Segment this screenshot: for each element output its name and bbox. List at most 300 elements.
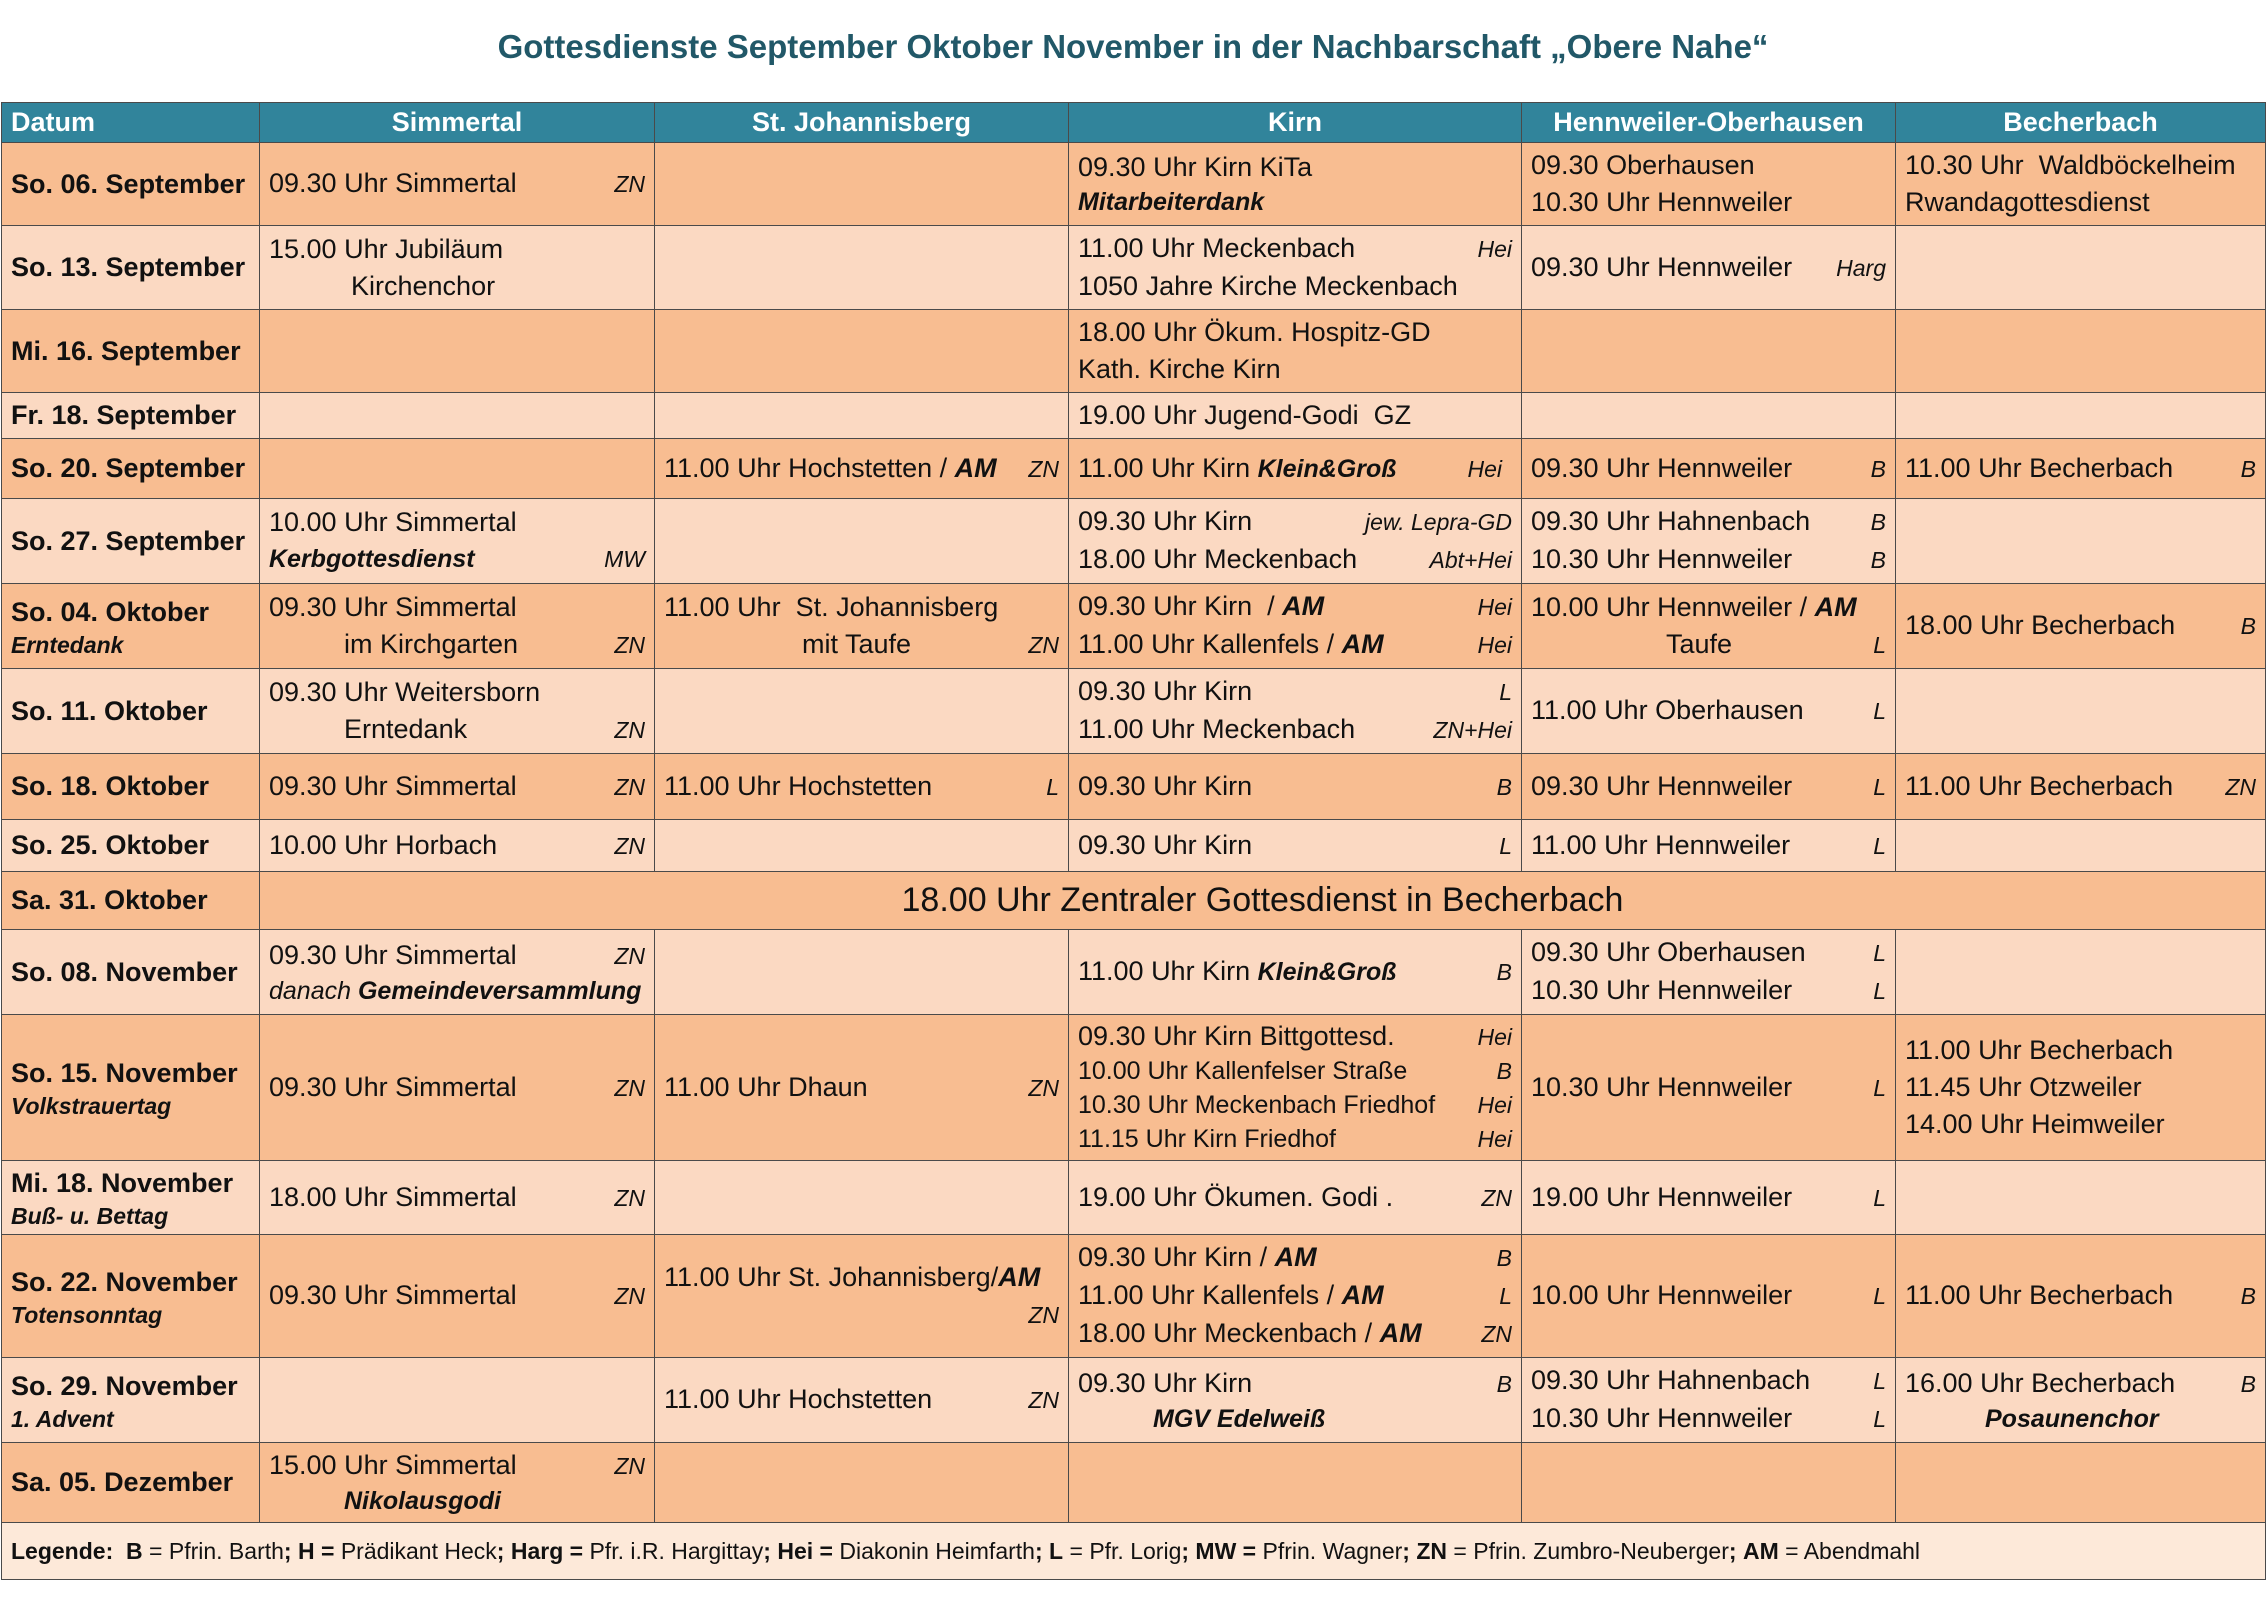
pastor-code: ZN+Hei: [1433, 717, 1512, 743]
pastor-code: B: [2240, 455, 2256, 482]
simmertal-cell: [260, 499, 655, 584]
pastor-code: L: [1873, 940, 1886, 966]
pastor-code: Hei: [1477, 594, 1512, 620]
service-line: 11.00 Uhr Meckenbach: [1078, 233, 1356, 263]
table-row: [2, 872, 2266, 930]
st-johannisberg-cell: [655, 393, 1069, 439]
st-johannisberg-cell: [655, 439, 1069, 499]
kirn-cell: [1069, 584, 1522, 669]
date-cell: [2, 584, 260, 669]
st-johannisberg-cell: [655, 143, 1069, 226]
service-line: 09.30 Uhr Hennweiler: [1531, 452, 1793, 483]
service-line: 11.00 Uhr Kirn: [1078, 956, 1258, 986]
becherbach-cell: [1896, 1161, 2266, 1235]
column-header-st-johannisberg: St. Johannisberg: [655, 103, 1069, 143]
hennweiler-cell: [1522, 930, 1896, 1015]
service-line: 10.00 Uhr Horbach: [269, 829, 498, 860]
pastor-code: Hei: [1477, 236, 1512, 262]
becherbach-cell: [1896, 584, 2266, 669]
pastor-code: ZN: [614, 1453, 645, 1479]
service-line: 10.30 Uhr Meckenbach Friedhof: [1078, 1091, 1436, 1119]
date-label: So. 22. November: [11, 1266, 238, 1297]
service-line: 10.30 Uhr Hennweiler: [1531, 1071, 1793, 1102]
becherbach-cell: [1896, 754, 2266, 820]
service-line: 10.00 Uhr Kallenfelser Straße: [1078, 1057, 1408, 1085]
occasion-label: Totensonntag: [11, 1301, 163, 1328]
simmertal-cell: [260, 439, 655, 499]
becherbach-cell: [1896, 1015, 2266, 1161]
service-line: 09.30 Uhr Kirn: [1078, 506, 1253, 536]
hennweiler-cell: [1522, 226, 1896, 310]
hennweiler-cell: [1522, 143, 1896, 226]
date-cell: [2, 143, 260, 226]
pastor-code: Hei: [1477, 1092, 1512, 1118]
pastor-code: L: [1873, 1074, 1886, 1101]
simmertal-cell: [260, 1235, 655, 1358]
service-line: 11.00 Uhr Becherbach: [1905, 1280, 2174, 1310]
st-johannisberg-cell: [655, 226, 1069, 310]
service-note: Klein&Groß: [1257, 958, 1397, 986]
service-line: 11.00 Uhr Kallenfels /: [1078, 629, 1342, 659]
st-johannisberg-cell: [655, 1358, 1069, 1443]
legend-value: Pfrin. Barth: [168, 1537, 284, 1564]
date-label: So. 27. September: [11, 525, 246, 556]
service-line: 09.30 Uhr Simmertal: [269, 770, 517, 801]
service-line: 16.00 Uhr Becherbach: [1905, 1367, 2176, 1398]
service-line: 09.30 Uhr Simmertal: [269, 939, 517, 970]
st-johannisberg-cell: [655, 1161, 1069, 1235]
kirn-cell: [1069, 669, 1522, 754]
occasion-label: Erntedank: [11, 631, 124, 658]
table-row: [2, 1015, 2266, 1161]
legend-key: H: [297, 1537, 315, 1564]
legend-key: ZN: [1416, 1537, 1448, 1564]
abendmahl-mark: AM: [1282, 591, 1325, 621]
schedule-table: [1, 102, 2266, 1580]
kirn-cell: [1069, 143, 1522, 226]
pastor-code: jew. Lepra-GD: [1364, 509, 1512, 535]
legend-key: Hei: [777, 1537, 814, 1564]
service-line: 09.30 Uhr Kirn KiTa: [1078, 152, 1313, 182]
hennweiler-cell: [1522, 393, 1896, 439]
table-row: [2, 930, 2266, 1015]
service-line: 11.45 Uhr Otzweiler: [1905, 1072, 2142, 1102]
st-johannisberg-cell: [655, 930, 1069, 1015]
kirn-cell: [1069, 1235, 1522, 1358]
legend-value: Pfr. i.R. Hargittay: [589, 1537, 764, 1564]
kirn-cell: [1069, 754, 1522, 820]
service-line: 11.00 Uhr Hennweiler: [1531, 829, 1791, 860]
pastor-code: B: [1870, 455, 1886, 482]
service-line: 10.30 Uhr Hennweiler: [1531, 544, 1793, 574]
service-note: danach: [269, 976, 358, 1005]
date-label: So. 15. November: [11, 1058, 238, 1088]
service-note: Gemeindeversammlung: [357, 976, 642, 1005]
date-cell: [2, 1161, 260, 1235]
table-row: [2, 499, 2266, 584]
date-cell: [2, 310, 260, 393]
pastor-code: ZN: [614, 716, 645, 743]
date-label: Mi. 16. September: [11, 335, 241, 366]
service-note: MGV Edelweiß: [1153, 1404, 1326, 1433]
legend-key: Harg: [510, 1537, 564, 1564]
kirn-cell: [1069, 310, 1522, 393]
service-line: 18.00 Uhr Meckenbach: [1078, 544, 1358, 574]
legend-label: Legende:: [11, 1537, 114, 1564]
becherbach-cell: [1896, 930, 2266, 1015]
pastor-code: L: [1873, 832, 1886, 859]
legend-value: Pfrin. Wagner: [1262, 1537, 1403, 1564]
service-note: Nikolausgodi: [344, 1487, 501, 1515]
pastor-code: ZN: [1028, 1301, 1059, 1328]
service-line: 11.00 Uhr Hochstetten /: [664, 452, 955, 483]
date-cell: [2, 1015, 260, 1161]
service-line: 11.00 Uhr Becherbach: [1905, 770, 2174, 801]
service-line: 19.00 Uhr Hennweiler: [1531, 1181, 1793, 1212]
date-label: Mi. 18. November: [11, 1168, 234, 1198]
pastor-code: B: [2240, 1370, 2256, 1397]
service-line: 09.30 Uhr Hahnenbach: [1531, 1365, 1811, 1395]
service-note: Kerbgottesdienst: [269, 545, 475, 573]
date-label: Sa. 05. Dezember: [11, 1467, 234, 1497]
pastor-code: ZN: [1481, 1184, 1512, 1211]
pastor-code: L: [1873, 1368, 1886, 1394]
pastor-code: ZN: [1028, 455, 1059, 482]
abendmahl-mark: AM: [1379, 1318, 1422, 1348]
date-cell: [2, 439, 260, 499]
hennweiler-cell: [1522, 439, 1896, 499]
service-line: 09.30 Uhr Kirn: [1078, 1367, 1253, 1398]
pastor-code: ZN: [1481, 1321, 1512, 1347]
hennweiler-cell: [1522, 1443, 1896, 1523]
occasion-label: 1. Advent: [11, 1405, 114, 1432]
service-line: 18.00 Uhr Becherbach: [1905, 610, 2176, 640]
pastor-code: L: [1873, 1283, 1886, 1309]
service-line: 18.00 Uhr Simmertal: [269, 1181, 517, 1212]
abendmahl-mark: AM: [998, 1261, 1041, 1292]
pastor-code: Hei: [1477, 1126, 1512, 1152]
service-line: 15.00 Uhr Jubiläum: [269, 233, 504, 264]
service-line: mit Taufe: [802, 628, 912, 659]
kirn-cell: [1069, 1443, 1522, 1523]
service-line: 10.30 Uhr Hennweiler: [1531, 975, 1793, 1005]
legend-key: B: [126, 1537, 143, 1564]
service-line: Taufe: [1666, 628, 1733, 659]
date-label: So. 13. September: [11, 252, 246, 282]
service-line: 11.00 Uhr Becherbach: [1905, 1035, 2174, 1065]
st-johannisberg-cell: [655, 584, 1069, 669]
simmertal-cell: [260, 143, 655, 226]
date-label: So. 06. September: [11, 168, 246, 199]
pastor-code: Hei: [1477, 632, 1512, 658]
legend-value: Abendmahl: [1803, 1537, 1921, 1564]
service-line: 11.00 Uhr Kallenfels /: [1078, 1280, 1342, 1310]
service-line: Rwandagottesdienst: [1905, 187, 2150, 217]
st-johannisberg-cell: [655, 1015, 1069, 1161]
service-line: 11.00 Uhr Hochstetten: [664, 1384, 933, 1414]
pastor-code: B: [1496, 959, 1512, 985]
hennweiler-cell: [1522, 754, 1896, 820]
service-line: 09.30 Uhr Kirn /: [1078, 591, 1283, 621]
becherbach-cell: [1896, 143, 2266, 226]
simmertal-cell: [260, 754, 655, 820]
service-line: 11.00 Uhr Dhaun: [664, 1071, 868, 1102]
date-cell: [2, 1235, 260, 1358]
pastor-code: L: [1499, 1283, 1512, 1309]
pastor-code: B: [2240, 1283, 2256, 1309]
service-line: 11.00 Uhr St. Johannisberg: [664, 591, 999, 622]
hennweiler-cell: [1522, 310, 1896, 393]
service-line: 19.00 Uhr Ökumen. Godi .: [1078, 1181, 1394, 1212]
pastor-code: ZN: [1028, 631, 1059, 658]
service-line: 11.15 Uhr Kirn Friedhof: [1078, 1125, 1336, 1153]
pastor-code: Hei: [1477, 1024, 1512, 1050]
table-row: [2, 439, 2266, 499]
simmertal-cell: [260, 1443, 655, 1523]
occasion-label: Buß- u. Bettag: [11, 1203, 169, 1229]
hennweiler-cell: [1522, 499, 1896, 584]
st-johannisberg-cell: [655, 499, 1069, 584]
service-note: Klein&Groß: [1257, 454, 1397, 483]
legend-row: [2, 1523, 2266, 1580]
table-row: [2, 1443, 2266, 1523]
kirn-cell: [1069, 439, 1522, 499]
occasion-label: Volkstrauertag: [11, 1093, 172, 1119]
date-label: So. 29. November: [11, 1370, 238, 1401]
pastor-code: L: [1873, 978, 1886, 1004]
simmertal-cell: [260, 820, 655, 872]
pastor-code: L: [1499, 679, 1512, 705]
service-line: 09.30 Uhr Hennweiler: [1531, 251, 1793, 282]
kirn-cell: [1069, 393, 1522, 439]
abendmahl-mark: AM: [1274, 1242, 1317, 1272]
hennweiler-cell: [1522, 1235, 1896, 1358]
becherbach-cell: [1896, 820, 2266, 872]
service-line: 09.30 Uhr Simmertal: [269, 1071, 517, 1102]
simmertal-cell: [260, 310, 655, 393]
pastor-code: B: [1870, 509, 1886, 535]
table-row: [2, 669, 2266, 754]
table-row: [2, 1358, 2266, 1443]
pastor-code: MW: [604, 546, 645, 572]
pastor-code: B: [1496, 1245, 1512, 1271]
service-line: 11.00 Uhr Hochstetten: [664, 770, 933, 801]
table-row: [2, 310, 2266, 393]
pastor-code: Hei: [1467, 455, 1502, 482]
service-line: 18.00 Uhr Meckenbach /: [1078, 1318, 1380, 1348]
pastor-code: L: [1499, 832, 1512, 859]
abendmahl-mark: AM: [1341, 1280, 1384, 1310]
pastor-code: B: [1870, 547, 1886, 573]
date-cell: [2, 820, 260, 872]
simmertal-cell: [260, 1015, 655, 1161]
st-johannisberg-cell: [655, 820, 1069, 872]
date-cell: [2, 1358, 260, 1443]
legend: Legende: B = Pfrin. Barth; H = Prädikant Heck; Harg = Pfr. i.R. Hargittay; Hei = Diakonin Heimfarth; L = Pfr. Lorig; MW = Pfrin. Wagner; ZN = Pfrin. Zumbro-Neuberger; AM = Abendmahl: [2, 1523, 2266, 1580]
legend-key: MW: [1195, 1537, 1237, 1564]
hennweiler-cell: [1522, 1358, 1896, 1443]
pastor-code: L: [1873, 1406, 1886, 1432]
pastor-code: ZN: [614, 832, 645, 859]
service-line: Kath. Kirche Kirn: [1078, 354, 1281, 384]
date-label: So. 08. November: [11, 956, 238, 987]
service-line: 09.30 Uhr Weitersborn: [269, 676, 541, 707]
date-label: So. 20. September: [11, 453, 246, 483]
st-johannisberg-cell: [655, 310, 1069, 393]
abendmahl-mark: AM: [954, 452, 997, 483]
service-line: 09.30 Oberhausen: [1531, 150, 1755, 180]
table-row: [2, 226, 2266, 310]
date-label: So. 11. Oktober: [11, 695, 208, 726]
pastor-code: Abt+Hei: [1429, 547, 1512, 573]
pastor-code: ZN: [1028, 1074, 1059, 1101]
service-line: 09.30 Uhr Oberhausen: [1531, 937, 1806, 967]
service-line: 09.30 Uhr Kirn: [1078, 676, 1253, 706]
legend-key: AM: [1742, 1537, 1779, 1564]
service-line: im Kirchgarten: [344, 628, 519, 659]
service-line: 10.30 Uhr Hennweiler: [1531, 187, 1793, 217]
date-cell: [2, 872, 260, 930]
becherbach-cell: [1896, 1235, 2266, 1358]
pastor-code: L: [1873, 631, 1886, 658]
pastor-code: ZN: [2225, 773, 2256, 800]
pastor-code: ZN: [1028, 1387, 1059, 1413]
date-cell: [2, 226, 260, 310]
page-title: Gottesdienste September Oktober November in der Nachbarschaft „Obere Nahe“: [497, 28, 1769, 65]
date-cell: [2, 393, 260, 439]
service-line: 11.00 Uhr Becherbach: [1905, 452, 2174, 483]
kirn-cell: [1069, 499, 1522, 584]
simmertal-cell: [260, 669, 655, 754]
pastor-code: L: [1873, 773, 1886, 800]
simmertal-cell: [260, 1161, 655, 1235]
column-header-hennweiler-oberhausen: Hennweiler-Oberhausen: [1522, 103, 1896, 143]
kirn-cell: [1069, 930, 1522, 1015]
pastor-code: B: [1496, 1370, 1512, 1397]
pastor-code: ZN: [614, 1074, 645, 1101]
abendmahl-mark: AM: [1814, 591, 1857, 622]
legend-value: Pfr. Lorig: [1089, 1537, 1182, 1564]
service-line: 09.30 Uhr Hennweiler: [1531, 770, 1793, 801]
column-header-becherbach: Becherbach: [1896, 103, 2266, 143]
becherbach-cell: [1896, 393, 2266, 439]
pastor-code: ZN: [614, 773, 645, 800]
service-note: Posaunenchor: [1985, 1404, 2159, 1433]
becherbach-cell: [1896, 1358, 2266, 1443]
hennweiler-cell: [1522, 1015, 1896, 1161]
service-line: Kirchenchor: [351, 270, 496, 301]
simmertal-cell: [260, 584, 655, 669]
table-row: [2, 1235, 2266, 1358]
date-label: So. 18. Oktober: [11, 771, 210, 801]
kirn-cell: [1069, 1358, 1522, 1443]
service-line: 10.00 Uhr Simmertal: [269, 507, 517, 537]
table-row: [2, 393, 2266, 439]
pastor-code: ZN: [614, 1283, 645, 1309]
service-line: 09.30 Uhr Kirn /: [1078, 1242, 1275, 1272]
pastor-code: B: [2240, 613, 2256, 639]
date-label: Fr. 18. September: [11, 400, 237, 430]
kirn-cell: [1069, 1015, 1522, 1161]
service-line: 10.30 Uhr Waldböckelheim: [1905, 150, 2236, 180]
pastor-code: ZN: [614, 171, 645, 197]
service-line: 19.00 Uhr Jugend-Godi GZ: [1078, 400, 1412, 430]
service-line: 15.00 Uhr Simmertal: [269, 1450, 517, 1480]
kirn-cell: [1069, 1161, 1522, 1235]
legend-value: Prädikant Heck: [340, 1537, 497, 1564]
date-label: Sa. 31. Oktober: [11, 885, 208, 915]
hennweiler-cell: [1522, 1161, 1896, 1235]
simmertal-cell: [260, 1358, 655, 1443]
table-row: [2, 754, 2266, 820]
date-label: So. 25. Oktober: [11, 830, 210, 860]
table-row: [2, 584, 2266, 669]
central-service-cell: 18.00 Uhr Zentraler Gottesdienst in Becherbach: [260, 872, 2266, 930]
date-cell: [2, 669, 260, 754]
pastor-code: ZN: [614, 942, 645, 969]
pastor-code: B: [1496, 773, 1512, 800]
becherbach-cell: [1896, 669, 2266, 754]
service-line: 14.00 Uhr Heimweiler: [1905, 1109, 2165, 1139]
pastor-code: L: [1873, 1184, 1886, 1211]
pastor-code: B: [1496, 1058, 1512, 1084]
service-line: 09.30 Uhr Simmertal: [269, 168, 517, 198]
becherbach-cell: [1896, 226, 2266, 310]
legend-value: Pfrin. Zumbro-Neuberger: [1473, 1537, 1729, 1564]
service-line: 09.30 Uhr Hahnenbach: [1531, 506, 1811, 536]
column-header-simmertal: Simmertal: [260, 103, 655, 143]
column-header-kirn: Kirn: [1069, 103, 1522, 143]
pastor-code: L: [1873, 698, 1886, 724]
kirn-cell: [1069, 226, 1522, 310]
date-cell: [2, 499, 260, 584]
service-note: Mitarbeiterdank: [1078, 188, 1265, 216]
date-cell: [2, 930, 260, 1015]
hennweiler-cell: [1522, 669, 1896, 754]
legend-value: Diakonin Heimfarth: [839, 1537, 1035, 1564]
pastor-code: L: [1046, 773, 1059, 800]
service-line: 09.30 Uhr Simmertal: [269, 591, 517, 622]
becherbach-cell: [1896, 1443, 2266, 1523]
date-cell: [2, 1443, 260, 1523]
service-line: 18.00 Uhr Ökum. Hospitz-GD: [1078, 317, 1431, 347]
service-line: 09.30 Uhr Kirn: [1078, 829, 1253, 860]
date-cell: [2, 754, 260, 820]
pastor-code: Harg: [1836, 254, 1886, 281]
service-line: 09.30 Uhr Simmertal: [269, 1280, 517, 1310]
simmertal-cell: [260, 930, 655, 1015]
st-johannisberg-cell: [655, 754, 1069, 820]
service-line: 09.30 Uhr Kirn Bittgottesd.: [1078, 1021, 1395, 1051]
date-label: So. 04. Oktober: [11, 596, 210, 627]
hennweiler-cell: [1522, 820, 1896, 872]
pastor-code: ZN: [614, 631, 645, 658]
becherbach-cell: [1896, 310, 2266, 393]
pastor-code: ZN: [614, 1184, 645, 1211]
st-johannisberg-cell: [655, 1235, 1069, 1358]
abendmahl-mark: AM: [1341, 629, 1384, 659]
becherbach-cell: [1896, 439, 2266, 499]
becherbach-cell: [1896, 499, 2266, 584]
service-line: 11.00 Uhr St. Johannisberg/: [664, 1261, 999, 1292]
simmertal-cell: [260, 393, 655, 439]
column-header-datum: Datum: [2, 103, 260, 143]
service-line: 11.00 Uhr Kirn: [1078, 452, 1258, 483]
kirn-cell: [1069, 820, 1522, 872]
service-line: 10.00 Uhr Hennweiler /: [1531, 591, 1815, 622]
table-row: [2, 143, 2266, 226]
service-line: 11.00 Uhr Meckenbach: [1078, 714, 1356, 744]
